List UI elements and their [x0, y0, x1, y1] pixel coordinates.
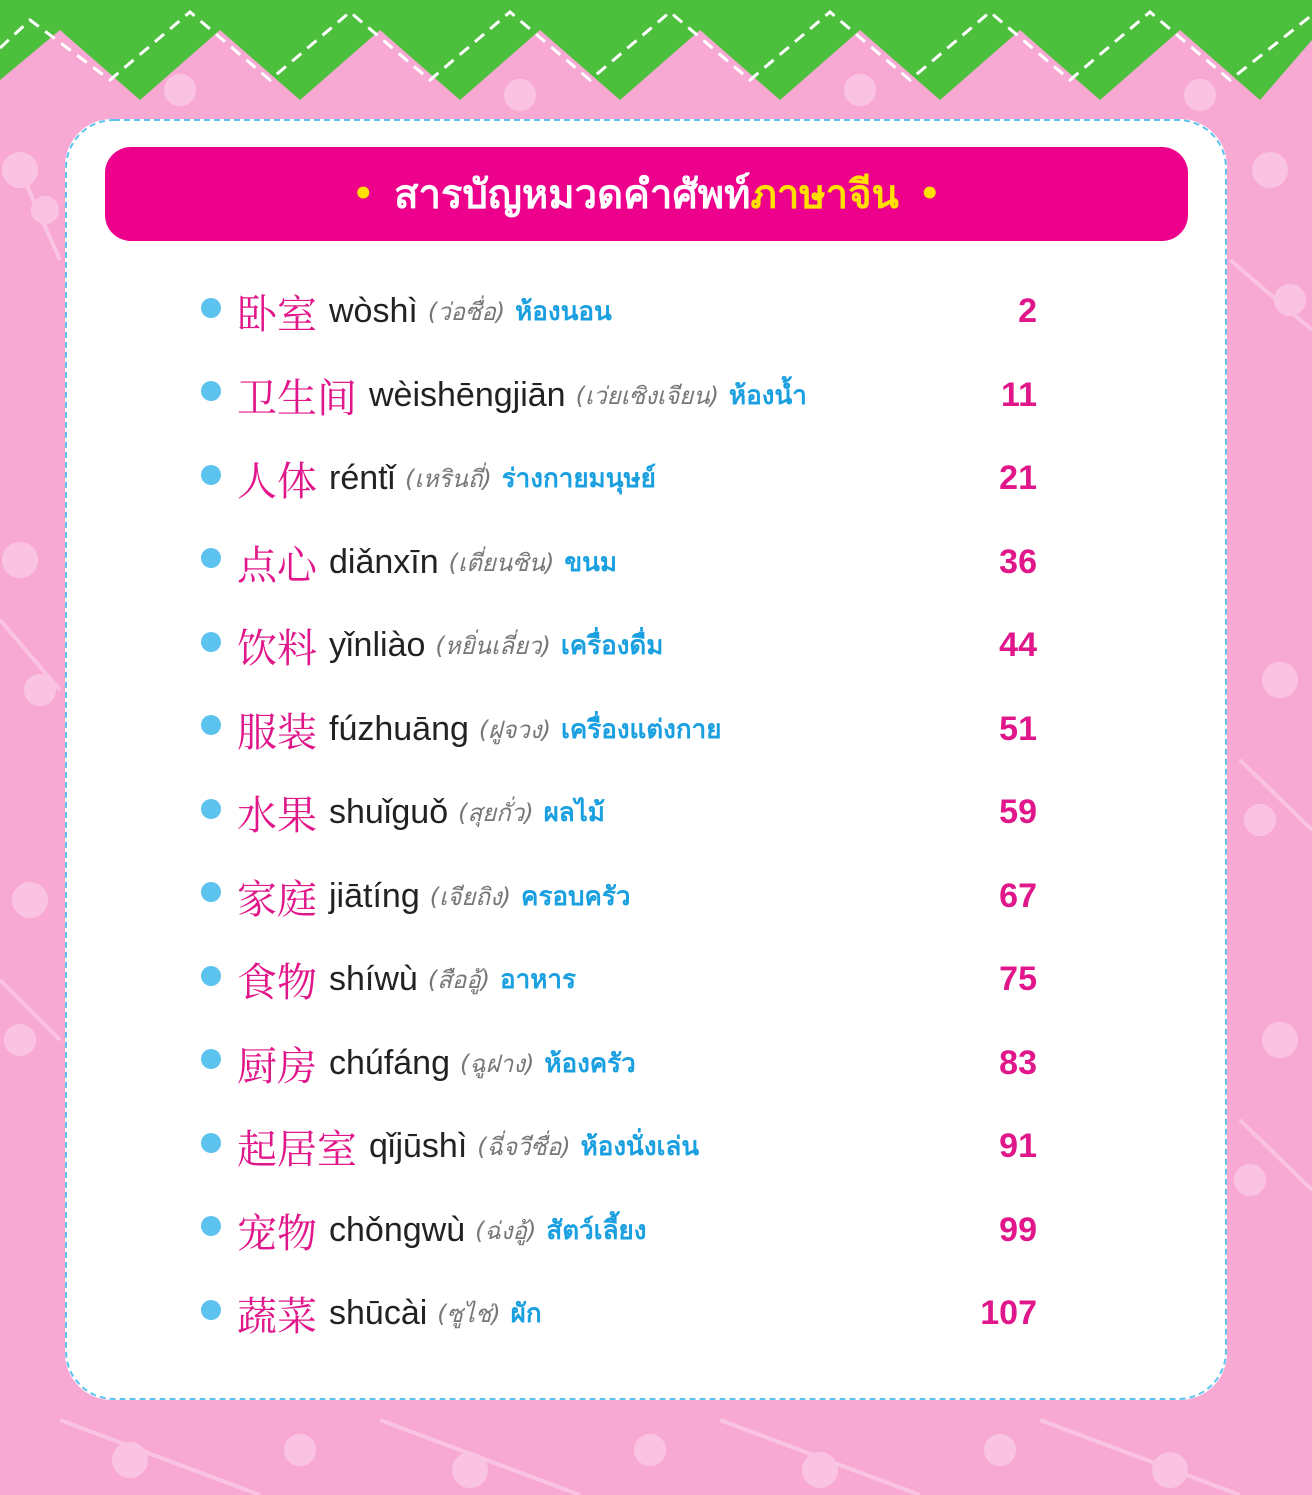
bullet-icon — [201, 1049, 221, 1069]
bullet-icon — [201, 799, 221, 819]
entry-reading: (ฝูจวง) — [478, 715, 551, 744]
toc-entry[interactable] — [195, 938, 1045, 1022]
entry-pinyin: chúfáng — [329, 1043, 450, 1082]
entry-thai: ห้องครัว — [544, 1048, 636, 1079]
entry-pinyin: yǐnliào — [329, 626, 426, 665]
entry-chinese: 厨房 — [237, 1043, 317, 1090]
entry-thai: ครอบครัว — [521, 881, 631, 912]
bullet-icon — [201, 1216, 221, 1236]
entry-thai: ห้องนอน — [515, 297, 612, 328]
entry-chinese: 点心 — [237, 542, 317, 589]
entry-pinyin: diǎnxīn — [329, 542, 439, 581]
entry-chinese: 宠物 — [237, 1210, 317, 1257]
bullet-icon — [201, 632, 221, 652]
bullet-icon — [201, 1300, 221, 1320]
entry-chinese: 家庭 — [237, 876, 317, 923]
entry-thai: สัตว์เลี้ยง — [546, 1215, 647, 1246]
entry-page: 21 — [999, 459, 1037, 498]
bullet-icon — [201, 715, 221, 735]
entry-reading: (ฉี่จวีซื่อ) — [477, 1133, 571, 1162]
toc-entry[interactable] — [195, 270, 1045, 354]
entry-pinyin: jiātíng — [329, 876, 420, 915]
toc-entry[interactable] — [195, 437, 1045, 521]
entry-reading: (ฉูฝาง) — [460, 1049, 535, 1078]
toc-entry[interactable] — [195, 521, 1045, 605]
entry-page: 107 — [980, 1294, 1037, 1333]
title-highlight: ภาษาจีน — [750, 172, 899, 218]
entry-page: 59 — [999, 793, 1037, 832]
entry-reading: (เหรินถี่) — [405, 465, 492, 494]
entry-thai: เครื่องแต่งกาย — [560, 714, 722, 745]
entry-chinese: 卧室 — [237, 292, 317, 339]
entry-page: 83 — [999, 1043, 1037, 1082]
toc-entry[interactable] — [195, 1022, 1045, 1106]
toc-entry[interactable] — [195, 1105, 1045, 1189]
entry-chinese: 水果 — [237, 793, 317, 840]
entry-pinyin: fúzhuāng — [329, 709, 469, 748]
toc-entry[interactable] — [195, 1189, 1045, 1273]
entry-chinese: 起居室 — [237, 1127, 357, 1174]
entry-page: 67 — [999, 876, 1037, 915]
title-bullet-right: • — [918, 174, 941, 214]
entry-reading: (หยิ่นเลี่ยว) — [435, 632, 551, 661]
title-main: สารบัญหมวดคำศัพท์ — [394, 172, 751, 218]
entry-page: 2 — [1018, 292, 1037, 331]
zigzag-border — [0, 0, 1312, 115]
toc-entry[interactable] — [195, 855, 1045, 939]
bullet-icon — [201, 1133, 221, 1153]
entry-pinyin: shūcài — [329, 1294, 428, 1333]
entry-chinese: 服装 — [237, 709, 317, 756]
entry-thai: ห้องน้ำ — [729, 380, 807, 411]
entry-reading: (ว่อซื่อ) — [427, 298, 506, 327]
entry-thai: ขนม — [564, 547, 618, 578]
entry-thai: เครื่องดื่ม — [560, 631, 664, 662]
bullet-icon — [201, 381, 221, 401]
toc-entry[interactable] — [195, 1272, 1045, 1356]
bullet-icon — [201, 465, 221, 485]
entry-chinese: 卫生间 — [237, 375, 357, 422]
entry-page: 75 — [999, 960, 1037, 999]
entry-reading: (เว่ยเซิงเจียน) — [575, 381, 720, 410]
entry-pinyin: wòshì — [329, 292, 418, 331]
entry-thai: ผัก — [510, 1299, 542, 1330]
toc-entry[interactable] — [195, 604, 1045, 688]
toc-list — [195, 270, 1045, 1356]
entry-pinyin: réntǐ — [329, 459, 396, 498]
entry-reading: (สืออู้) — [427, 966, 491, 995]
entry-thai: ผลไม้ — [543, 798, 605, 829]
bullet-icon — [201, 298, 221, 318]
bullet-icon — [201, 882, 221, 902]
entry-pinyin: shíwù — [329, 960, 418, 999]
entry-page: 36 — [999, 542, 1037, 581]
entry-chinese: 人体 — [237, 459, 317, 506]
toc-entry[interactable] — [195, 354, 1045, 438]
entry-page: 11 — [1001, 375, 1037, 414]
entry-reading: (เตี่ยนซิน) — [448, 548, 555, 577]
entry-pinyin: chǒngwù — [329, 1210, 466, 1249]
entry-reading: (ซูไช่) — [437, 1300, 501, 1329]
entry-chinese: 饮料 — [237, 626, 317, 673]
entry-chinese: 蔬菜 — [237, 1294, 317, 1341]
toc-entry[interactable] — [195, 688, 1045, 772]
bullet-icon — [201, 548, 221, 568]
entry-pinyin: qǐjūshì — [369, 1127, 468, 1166]
bullet-icon — [201, 966, 221, 986]
entry-thai: ห้องนั่งเล่น — [580, 1132, 700, 1163]
entry-pinyin: wèishēngjiān — [369, 375, 566, 414]
entry-page: 44 — [999, 626, 1037, 665]
entry-page: 99 — [999, 1210, 1037, 1249]
entry-page: 91 — [999, 1127, 1037, 1166]
entry-reading: (เจียถิง) — [429, 882, 512, 911]
entry-thai: อาหาร — [500, 965, 576, 996]
entry-chinese: 食物 — [237, 960, 317, 1007]
entry-reading: (ฉ่งอู้) — [475, 1216, 537, 1245]
toc-entry[interactable] — [195, 771, 1045, 855]
entry-pinyin: shuǐguǒ — [329, 793, 449, 832]
entry-thai: ร่างกายมนุษย์ — [501, 464, 656, 495]
entry-reading: (สุยกั่ว) — [458, 799, 534, 828]
entry-page: 51 — [999, 709, 1037, 748]
title-bullet-left: • — [352, 174, 375, 214]
title-banner — [105, 147, 1188, 241]
